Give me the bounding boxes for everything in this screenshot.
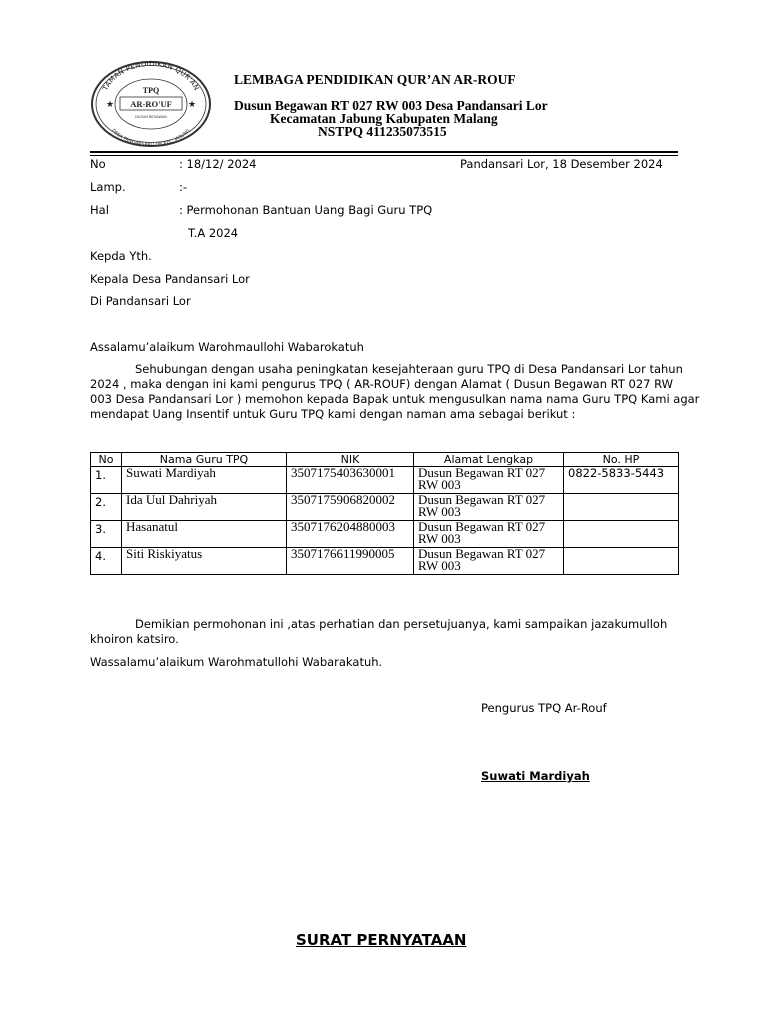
lamp-value: :- — [179, 180, 188, 194]
star-icon: ★ — [106, 99, 115, 109]
body-line-3: 003 Desa Pandansari Lor ) memohon kepada Bapak untuk mengusulkan nama nama Guru TPQ Kami agar — [90, 392, 700, 406]
tpq-seal-logo — [90, 60, 212, 148]
cell-name: Suwati Mardiyah — [122, 467, 287, 494]
address-line-2: Kecamatan Jabung Kabupaten Malang — [270, 111, 498, 126]
cell-nik: 3507176204880003 — [287, 521, 414, 548]
cell-name: Siti Riskiyatus — [122, 548, 287, 575]
cell-address: Dusun Begawan RT 027 RW 003 — [414, 521, 564, 548]
header-divider-thick — [90, 151, 678, 153]
cell-no: 2. — [91, 494, 122, 521]
cell-nik: 3507175906820002 — [287, 494, 414, 521]
cell-address: Dusun Begawan RT 027 RW 003 — [414, 494, 564, 521]
hal-value-year: T.A 2024 — [188, 226, 239, 240]
body-line-2: 2024 , maka dengan ini kami pengurus TPQ ( AR-ROUF) dengan Alamat ( Dusun Begawan RT 027 RW — [90, 377, 674, 391]
table-row — [91, 521, 679, 548]
lamp-label: Lamp. — [90, 180, 126, 194]
body-line-4: mendapat Uang Insentif untuk Guru TPQ kami dengan naman ama sebagai berikut : — [90, 407, 576, 421]
hal-value: : Permohonan Bantuan Uang Bagi Guru TPQ — [179, 203, 433, 217]
no-value: : 18/12/ 2024 — [179, 157, 257, 171]
table-row — [91, 494, 679, 521]
recipient-line-2: Kepala Desa Pandansari Lor — [90, 272, 250, 286]
table-row — [91, 548, 679, 575]
cell-phone — [564, 548, 679, 575]
recipient-line-1: Kepda Yth. — [90, 249, 152, 263]
cell-address: Dusun Begawan RT 027 RW 003 — [414, 467, 564, 494]
cell-address: Dusun Begawan RT 027 RW 003 — [414, 548, 564, 575]
signer-role: Pengurus TPQ Ar-Rouf — [481, 701, 607, 715]
nstpq-number: NSTPQ 411235073515 — [318, 124, 447, 139]
opening-greeting: Assalamu’alaikum Warohmaullohi Wabarokatuh — [90, 340, 364, 354]
cell-phone: 0822-5833-5443 — [564, 467, 679, 494]
recipient-line-3: Di Pandansari Lor — [90, 294, 191, 308]
closing-line-1: Demikian permohonan ini ,atas perhatian dan persetujuanya, kami sampaikan jazakumulloh — [135, 617, 668, 631]
star-icon: ★ — [188, 99, 197, 109]
cell-no: 3. — [91, 521, 122, 548]
closing-line-2: khoiron katsiro. — [90, 632, 179, 646]
logo-arc-bottom: DESA PANDANSARI LOR KEC. JABUNG — [110, 128, 192, 148]
logo-center-top: TPQ — [142, 86, 160, 95]
cell-nik: 3507175403630001 — [287, 467, 414, 494]
cell-no: 1. — [91, 467, 122, 494]
cell-phone — [564, 494, 679, 521]
cell-no: 4. — [91, 548, 122, 575]
cell-phone — [564, 521, 679, 548]
logo-small-text: DUSUN BEGAWAN — [135, 115, 167, 119]
header-divider-thin — [90, 155, 678, 156]
institution-title: LEMBAGA PENDIDIKAN QUR’AN AR-ROUF — [234, 72, 516, 87]
column-header: No. HP — [564, 453, 679, 467]
column-header: Nama Guru TPQ — [122, 453, 287, 467]
signer-name: Suwati Mardiyah — [481, 769, 590, 783]
next-document-title: SURAT PERNYATAAN — [296, 931, 467, 949]
hal-label: Hal — [90, 203, 109, 217]
no-label: No — [90, 157, 106, 171]
table-row — [91, 467, 679, 494]
cell-name: Ida Uul Dahriyah — [122, 494, 287, 521]
place-date: Pandansari Lor, 18 Desember 2024 — [460, 157, 663, 171]
teacher-table — [90, 452, 679, 575]
body-line-1: Sehubungan dengan usaha peningkatan kesejahteraan guru TPQ di Desa Pandansari Lor tahun — [135, 362, 683, 376]
column-header: No — [91, 453, 122, 467]
logo-center-bottom: AR-RO'UF — [130, 99, 172, 109]
cell-name: Hasanatul — [122, 521, 287, 548]
cell-nik: 3507176611990005 — [287, 548, 414, 575]
closing-salam: Wassalamu’alaikum Warohmatullohi Wabarakatuh. — [90, 655, 383, 669]
column-header: Alamat Lengkap — [414, 453, 564, 467]
address-line-1: Dusun Begawan RT 027 RW 003 Desa Pandansari Lor — [234, 98, 548, 113]
column-header: NIK — [287, 453, 414, 467]
logo-arc-top: TAMAN PENDIDIKAN QUR'AN — [101, 60, 201, 92]
svg-text:DESA PANDANSARI LOR KEC. JABUN — [110, 128, 192, 148]
